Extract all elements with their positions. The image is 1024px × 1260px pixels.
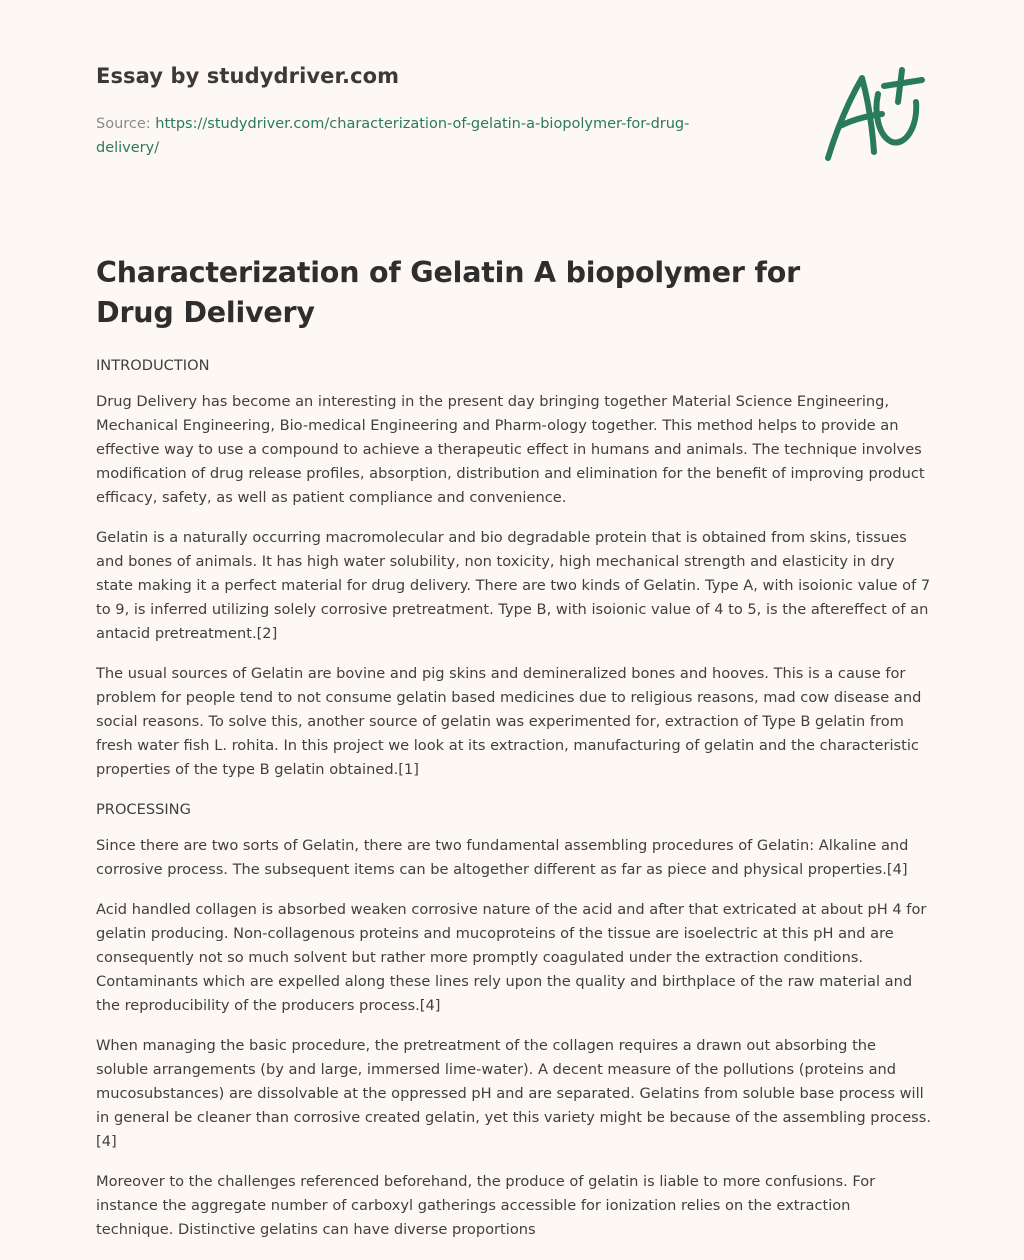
- paragraph-1: Drug Delivery has become an interesting in the present day bringing together Material Science Engineering, Mechanical Engineering, Bio-medical Engineering and Pharm-ology together. This method helps to provide an effective way to use a compound to achieve a therapeutic effect in humans and animals. The technique involves modification of drug release profiles, absorption, distribution and elimination for the benefit of improving product efficacy, safety, as well as patient compliance and convenience.: [96, 393, 925, 506]
- source-label: Source:: [96, 116, 156, 132]
- essay-body: [96, 354, 932, 1258]
- paragraph-5: Acid handled collagen is absorbed weaken corrosive nature of the acid and after that extricated at about pH 4 for gelatin producing. Non-collagenous proteins and mucoproteins of the tissue are isoelectric at this pH and are consequently not so much solvent but rather more promptly coagulated under the extraction conditions. Contaminants which are expelled along these lines rely upon the quality and birthplace of the raw material and the reproducibility of the producers process.[4]: [96, 901, 927, 1014]
- section-heading-processing: PROCESSING: [96, 801, 191, 818]
- source-line: [96, 112, 736, 160]
- section-heading-introduction: INTRODUCTION: [96, 357, 210, 374]
- paragraph-6: When managing the basic procedure, the pretreatment of the collagen requires a drawn out absorbing the soluble arrangements (by and large, immersed lime-water). A decent measure of the pollutions (proteins and mucosubstances) are dissolvable at the oppressed pH and are separated. Gelatins from soluble base process will in general be cleaner than corrosive created gelatin, yet this variety might be because of the assembling process.[4]: [96, 1037, 932, 1150]
- essay-title: Characterization of Gelatin A biopolymer for Drug Delivery: [96, 256, 800, 329]
- site-title: Essay by studydriver.com: [96, 64, 400, 88]
- logo-text: A+: [822, 66, 824, 67]
- source-link[interactable]: https://studydriver.com/characterization-of-gelatin-a-biopolymer-for-drug-delivery/: [96, 116, 690, 156]
- a-plus-logo-icon: [822, 66, 926, 166]
- paragraph-2: Gelatin is a naturally occurring macromolecular and bio degradable protein that is obtained from skins, tissues and bones of animals. It has high water solubility, non toxicity, high mechanical strength and elasticity in dry state making it a perfect material for drug delivery. There are two kinds of Gelatin. Type A, with isoionic value of 7 to 9, is inferred utilizing solely corrosive pretreatment. Type B, with isoionic value of 4 to 5, is the aftereffect of an antacid pretreatment.[2]: [96, 529, 931, 642]
- paragraph-7: Moreover to the challenges referenced beforehand, the produce of gelatin is liable to more confusions. For instance the aggregate number of carboxyl gatherings accessible for ionization relies on the extraction technique. Distinctive gelatins can have diverse proportions: [96, 1173, 876, 1238]
- paragraph-3: The usual sources of Gelatin are bovine and pig skins and demineralized bones and hooves. This is a cause for problem for people tend to not consume gelatin based medicines due to religious reasons, mad cow disease and social reasons. To solve this, another source of gelatin was experimented for, extraction of Type B gelatin from fresh water fish L. rohita. In this project we look at its extraction, manufacturing of gelatin and the characteristic properties of the type B gelatin obtained.[1]: [96, 665, 922, 778]
- paragraph-4: Since there are two sorts of Gelatin, there are two fundamental assembling procedures of Gelatin: Alkaline and corrosive process. The subsequent items can be altogether different as far as piece and physical properties.[4]: [96, 837, 909, 878]
